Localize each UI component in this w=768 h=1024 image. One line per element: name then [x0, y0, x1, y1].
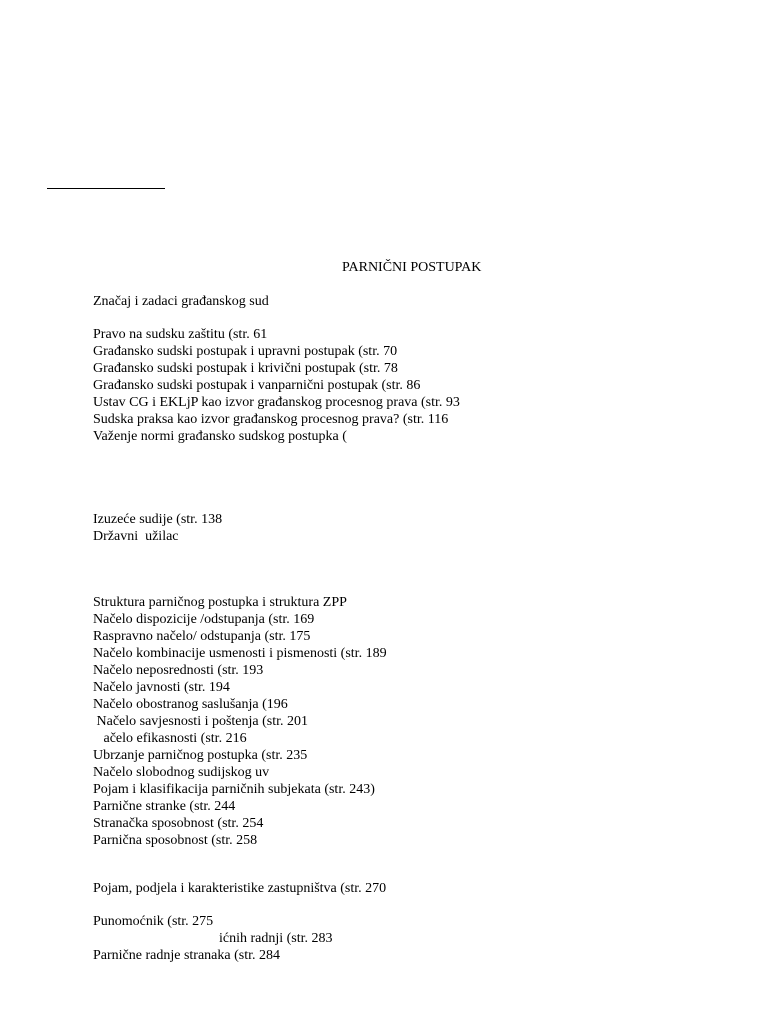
outline-line: Načelo savjesnosti i poštenja (str. 201 — [93, 714, 309, 729]
outline-line: Parnična sposobnost (str. 258 — [93, 833, 258, 848]
outline-line: Izuzeće sudije (str. 138 — [93, 512, 223, 527]
outline-line: Načelo kombinacije usmenosti i pismenosti (str. 189 — [93, 646, 387, 661]
outline-line: Parnične stranke (str. 244 — [93, 799, 236, 814]
outline-line: ićnih radnji (str. 283 — [93, 931, 333, 946]
outline-line: Ubrzanje parničnog postupka (str. 235 — [93, 748, 308, 763]
outline-line: Značaj i zadaci građanskog sud — [93, 294, 269, 309]
section-actions — [93, 913, 753, 964]
outline-line: Građansko sudski postupak i upravni postupak (str. 70 — [93, 344, 398, 359]
section-intro — [93, 293, 753, 310]
section-sources — [93, 326, 753, 445]
outline-line: Sudska praksa kao izvor građanskog procesnog prava? (str. 116 — [93, 412, 449, 427]
outline-line: Načelo dispozicije /odstupanja (str. 169 — [93, 612, 315, 627]
outline-line: Pravo na sudsku zaštitu (str. 61 — [93, 327, 268, 342]
outline-line: Parnične radnje stranaka (str. 284 — [93, 948, 280, 963]
outline-line: Stranačka sposobnost (str. 254 — [93, 816, 264, 831]
outline-line: Struktura parničnog postupka i struktura ZPP — [93, 595, 347, 610]
outline-line: Pojam i klasifikacija parničnih subjekata (str. 243) — [93, 782, 375, 797]
outline-line: Punomoćnik (str. 275 — [93, 914, 214, 929]
outline-line: Državni užilac — [93, 529, 179, 544]
outline-line: Važenje normi građansko sudskog postupka ( — [93, 429, 347, 444]
section-principles — [93, 594, 753, 849]
outline-line: Načelo slobodnog sudijskog uv — [93, 765, 270, 780]
outline-line: Načelo javnosti (str. 194 — [93, 680, 230, 695]
outline-line: Građansko sudski postupak i krivični postupak (str. 78 — [93, 361, 398, 376]
footnote-separator-line — [47, 188, 165, 189]
outline-line: Građansko sudski postupak i vanparnični postupak (str. 86 — [93, 378, 421, 393]
outline-line: Načelo neposrednosti (str. 193 — [93, 663, 264, 678]
outline-line: Pojam, podjela i karakteristike zastupništva (str. 270 — [93, 881, 387, 896]
section-court — [93, 511, 753, 545]
section-representation — [93, 880, 753, 897]
outline-line: ačelo efikasnosti (str. 216 — [93, 731, 247, 746]
outline-line: Ustav CG i EKLjP kao izvor građanskog procesnog prava (str. 93 — [93, 395, 460, 410]
title: PARNIČNI POSTUPAK — [342, 260, 482, 275]
outline-line: Raspravno načelo/ odstupanja (str. 175 — [93, 629, 311, 644]
outline-line: Načelo obostranog saslušanja (196 — [93, 697, 288, 712]
